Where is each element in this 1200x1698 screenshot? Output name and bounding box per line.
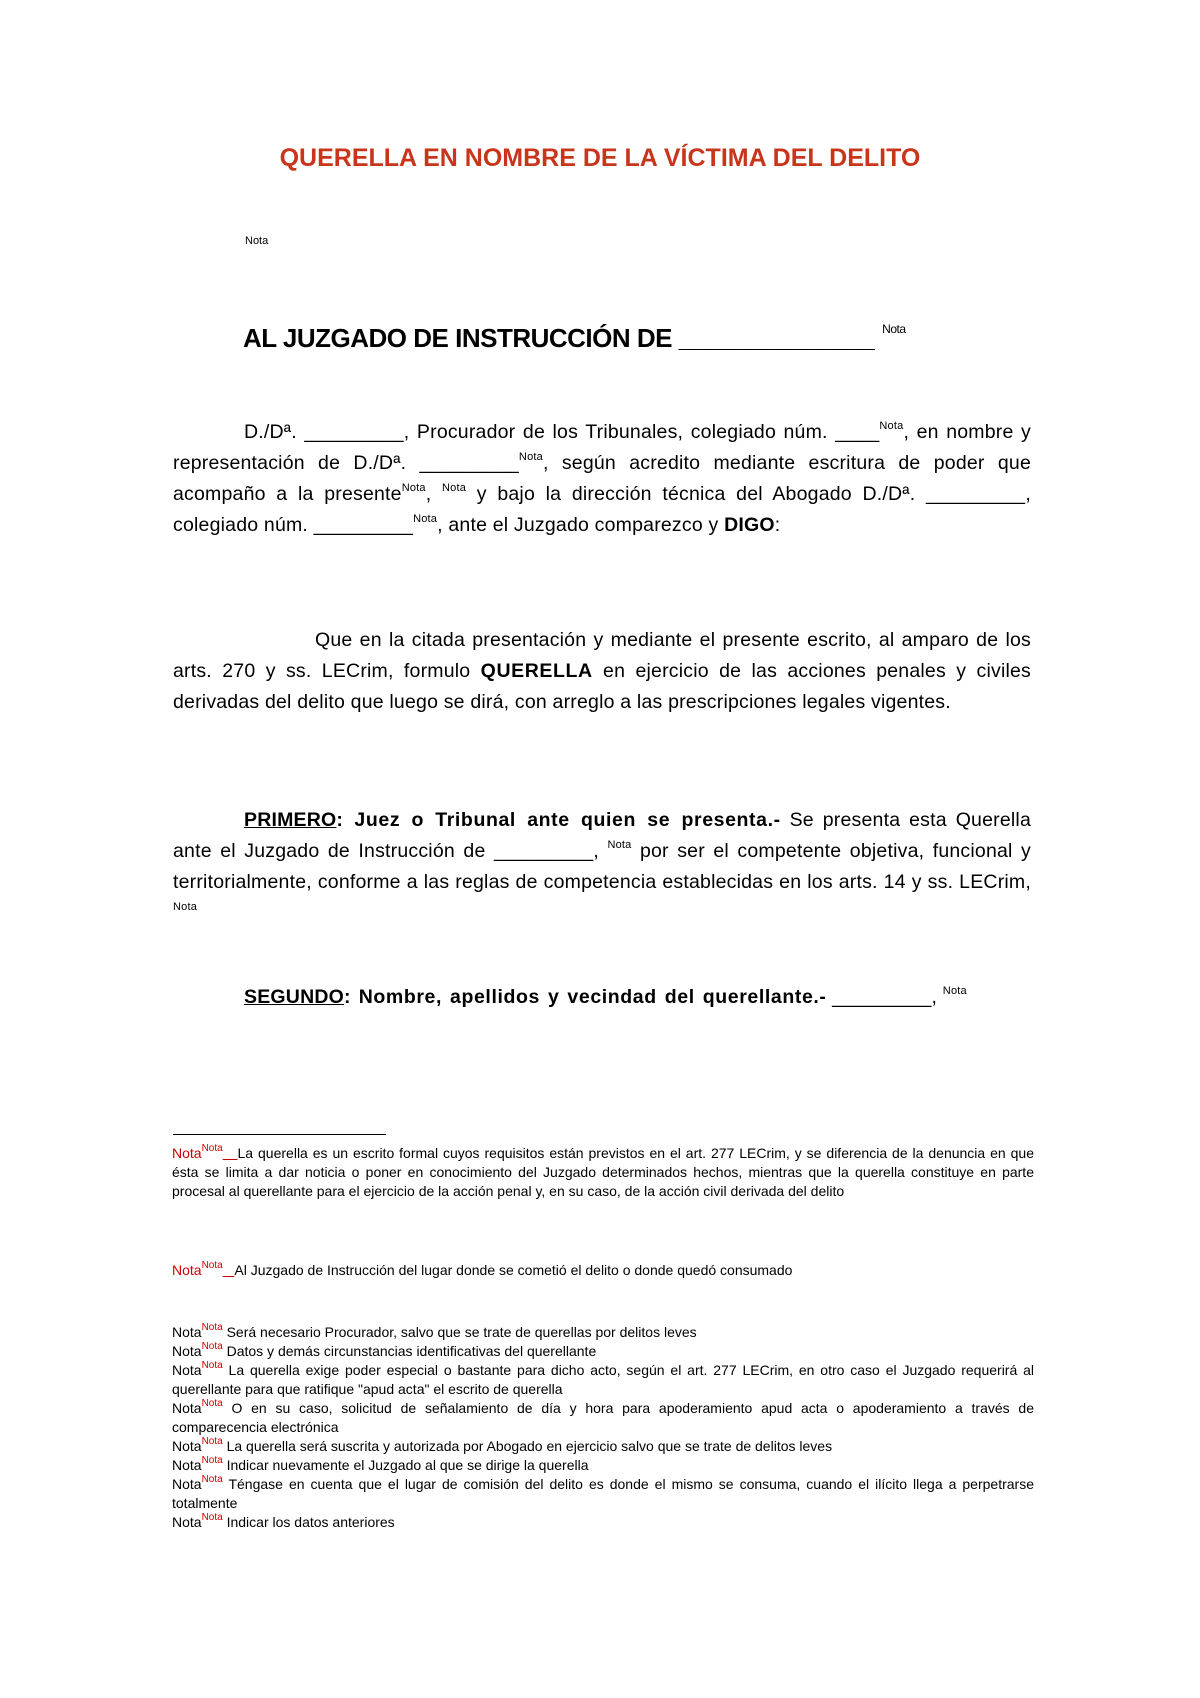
court-heading-text: AL JUZGADO DE INSTRUCCIÓN DE ______________: [243, 323, 875, 353]
footnote-nota: Nota: [172, 1438, 202, 1454]
text-run: en ejercicio de las acciones penales y civiles derivadas del delito que luego se dirá, con arreglo a las prescripciones legales vigentes.: [173, 660, 1031, 713]
footnote-nota: Nota: [172, 1457, 202, 1473]
digo-label: DIGO: [724, 514, 775, 536]
text-run: , ante el Juzgado comparezco y: [437, 514, 725, 536]
note-marker: Nota: [413, 513, 438, 525]
paragraph-primero: [173, 805, 1031, 929]
footnote-nota: Nota: [172, 1145, 202, 1161]
text-run: _________,: [826, 986, 943, 1008]
footnote-mark: Nota: [201, 1398, 223, 1409]
footnote-mark: Nota: [201, 1260, 223, 1271]
note-marker: Nota: [607, 839, 632, 851]
colon: :: [336, 809, 344, 831]
footnote-1: [172, 1144, 1034, 1201]
footnote-text: Datos y demás circunstancias identificativas del querellante: [222, 1343, 597, 1359]
footnote-mark: Nota: [201, 1322, 223, 1333]
footnote-mark: Nota: [201, 1341, 223, 1352]
footnote-item: [172, 1456, 1034, 1475]
footnote-mark: Nota: [201, 1455, 223, 1466]
note-marker: Nota: [173, 901, 198, 913]
footnote-nota: Nota: [172, 1343, 202, 1359]
footnote-nota: Nota: [172, 1362, 202, 1378]
querella-label: QUERELLA: [480, 660, 593, 682]
note-marker: Nota: [882, 322, 906, 336]
footnote-item: [172, 1475, 1034, 1513]
footnote-text: O en su caso, solicitud de señalamiento de día y hora para apoderamiento apud acta o apoderamiento a través de comparecencia electrónica: [172, 1400, 1034, 1435]
colon: :: [344, 986, 351, 1008]
note-marker: Nota: [518, 451, 543, 463]
footnote-text: Al Juzgado de Instrucción del lugar donde se cometió el delito o donde quedó consumado: [234, 1262, 793, 1278]
footnote-item: [172, 1399, 1034, 1437]
paragraph-querella: [173, 625, 1031, 718]
footnote-mark: Nota: [201, 1436, 223, 1447]
note-marker: Nota: [442, 482, 467, 494]
footnote-text: La querella será suscrita y autorizada por Abogado en ejercicio salvo que se trate de delitos leves: [222, 1438, 833, 1454]
text-run: Que en la citada presentación y mediante el presente escrito, al amparo de los arts. 270 y ss. LECrim, formulo: [173, 629, 1031, 682]
text-run: , en nombre y representación de D./Dª. _________: [173, 421, 1032, 474]
footnote-nota: Nota: [172, 1324, 202, 1340]
document-title: QUERELLA EN NOMBRE DE LA VÍCTIMA DEL DELITO: [279, 144, 921, 172]
text-run: por ser el competente objetiva, funcional y territorialmente, conforme a las reglas de competencia establecidas en los arts. 14 y ss. LECrim,: [173, 840, 1031, 893]
footnote-nota: Nota: [172, 1514, 202, 1530]
text-run: ,: [425, 483, 443, 505]
text-run: y bajo la dirección técnica del Abogado D./Dª. _________, colegiado núm. _________: [173, 483, 1031, 536]
primero-label: PRIMERO: [244, 809, 337, 831]
paragraph-comparecencia: [173, 417, 1031, 541]
footnote-nota: Nota: [172, 1400, 202, 1416]
note-marker: Nota: [879, 420, 904, 432]
footnote-text: Será necesario Procurador, salvo que se trate de querellas por delitos leves: [222, 1324, 697, 1340]
footnote-text: Téngase en cuenta que el lugar de comisión del delito es donde el mismo se consuma, cuando el ilícito llega a perpetrarse totalmente: [172, 1476, 1034, 1511]
primero-heading: Juez o Tribunal ante quien se presenta.-: [343, 809, 781, 831]
footnote-text: Indicar los datos anteriores: [222, 1514, 395, 1530]
footnote-item: [172, 1437, 1034, 1456]
footnote-text: La querella exige poder especial o bastante para dicho acto, según el art. 277 LECrim, en otro caso el Juzgado requerirá al querellante para que ratifique "apud acta" el escrito de querella: [172, 1362, 1034, 1397]
footnote-text: La querella es un escrito formal cuyos requisitos están previstos en el art. 277 LECrim, y se diferencia de la denuncia en que ésta se limita a dar noticia o poner en conocimiento del Juzgado determinados hechos, mientras que la querella constituye en parte procesal al querellante para el ejercicio de la acción penal y, en su caso, de la acción civil derivada del delito: [172, 1145, 1034, 1199]
footnote-underline: [223, 1145, 238, 1161]
text-run: , según acredito mediante escritura de poder que acompaño a la presente: [173, 452, 1031, 505]
footnote-mark: Nota: [201, 1143, 223, 1154]
footnote-underline: [223, 1262, 235, 1278]
footnote-list: [172, 1323, 1034, 1532]
note-marker: Nota: [401, 482, 426, 494]
footnote-text: Indicar nuevamente el Juzgado al que se dirige la querella: [222, 1457, 589, 1473]
footnote-2: [172, 1261, 1034, 1280]
footnote-item: [172, 1361, 1034, 1399]
footnote-mark: Nota: [201, 1360, 223, 1371]
footnote-mark: Nota: [201, 1512, 223, 1523]
note-marker: Nota: [942, 985, 967, 997]
footnote-item: [172, 1513, 1034, 1532]
text-run: D./Dª. _________, Procurador de los Tribunales, colegiado núm. ____: [244, 421, 880, 443]
text-run: Se presenta esta Querella ante el Juzgado de Instrucción de _________,: [173, 809, 1031, 862]
footnote-nota: Nota: [172, 1262, 202, 1278]
footnote-mark: Nota: [201, 1474, 223, 1485]
footnote-item: [172, 1342, 1034, 1361]
footnote-item: [172, 1323, 1034, 1342]
segundo-heading: Nombre, apellidos y vecindad del querellante.-: [350, 986, 827, 1008]
footnote-separator: [173, 1134, 386, 1135]
court-heading: [243, 322, 906, 354]
paragraph-segundo: [173, 982, 1031, 1013]
segundo-label: SEGUNDO: [244, 986, 344, 1008]
footnote-nota: Nota: [172, 1476, 202, 1492]
text-run: :: [774, 514, 781, 536]
title-note-marker: Nota: [245, 235, 269, 247]
